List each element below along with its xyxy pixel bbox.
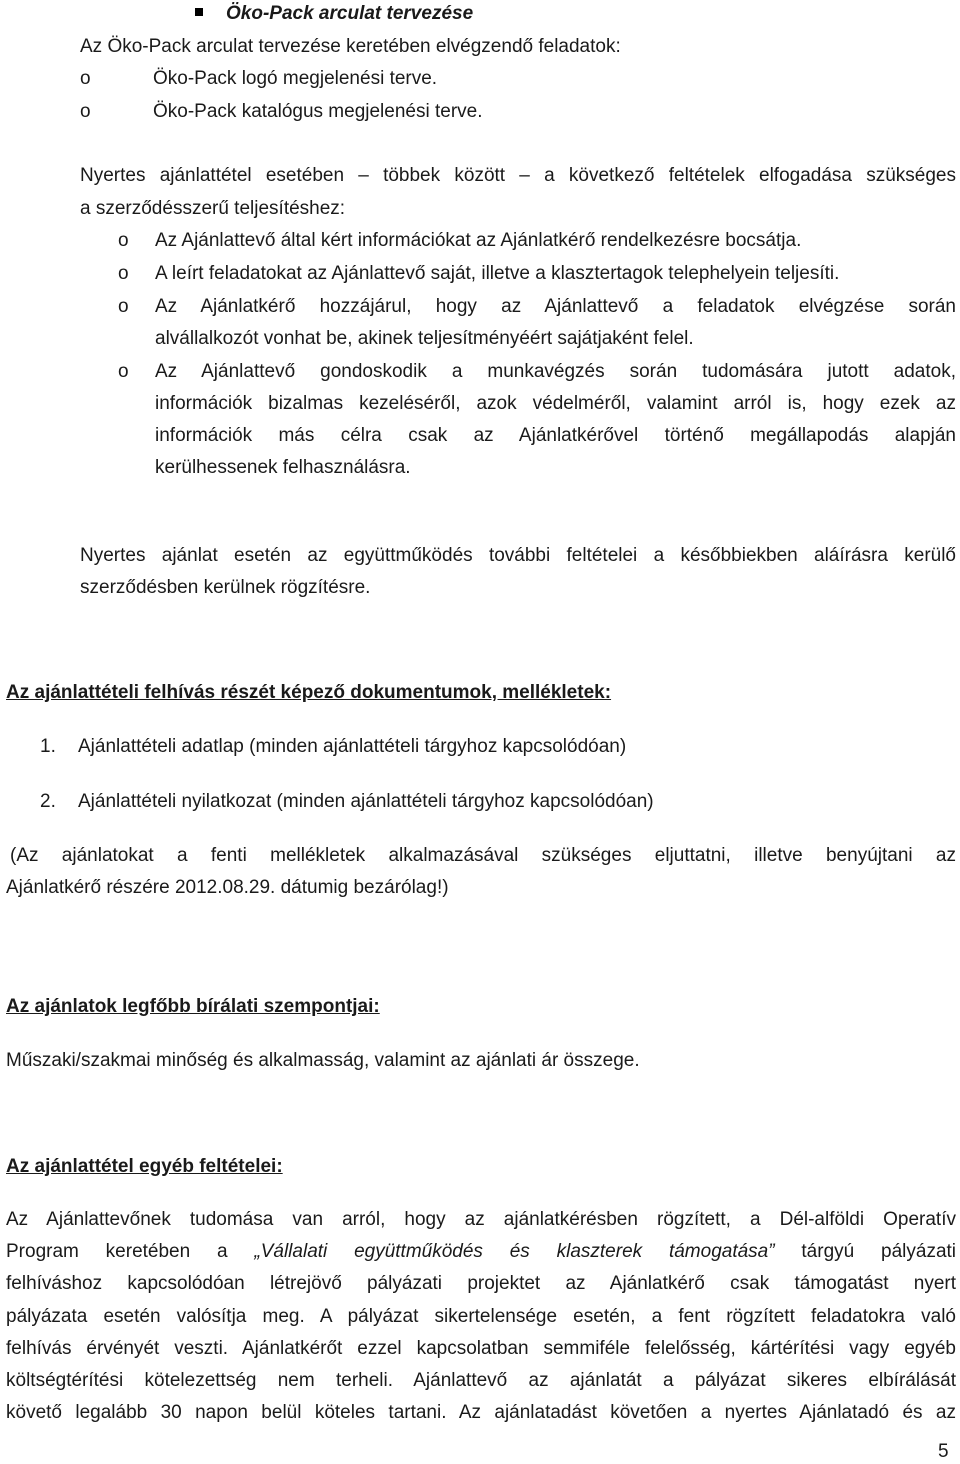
criteria-text: Műszaki/szakmai minőség és alkalmasság, valamint az ajánlati ár összege. xyxy=(6,1050,640,1071)
condition-item-4-line1: Az Ajánlattevő gondoskodik a munkavégzés során tudomására jutott adatok, xyxy=(155,361,956,382)
circle-bullet-icon: o xyxy=(118,263,129,284)
condition-item-3-line1: Az Ajánlatkérő hozzájárul, hogy az Ajánlattevő a feladatok elvégzése során xyxy=(155,296,956,317)
other-heading: Az ajánlattétel egyéb feltételei: xyxy=(6,1156,283,1177)
condition-item-4-line2: információk bizalmas kezeléséről, azok védelméről, valamint arról is, hogy ezek az xyxy=(155,393,956,414)
circle-bullet-icon: o xyxy=(80,68,91,89)
condition-item-4-line3: információk más célra csak az Ajánlatkérővel történő megállapodás alapján xyxy=(155,425,956,446)
other-line5: felhívás érvényét veszti. Ajánlatkérőt ezzel kapcsolatban semmiféle felelősség, kártérítési vagy egyéb xyxy=(6,1338,956,1359)
other-line4: pályázata esetén valósítja meg. A pályázat sikertelensége esetén, a fent rögzített feladatokra való xyxy=(6,1306,956,1327)
list-item: Öko-Pack logó megjelenési terve. xyxy=(153,68,438,89)
condition-item-4-line4: kerülhessenek felhasználásra. xyxy=(155,457,411,478)
section-title: Öko-Pack arculat tervezése xyxy=(226,3,474,24)
other-line6: költségtérítési kötelezettség nem terheli. Ajánlattevő az ajánlatát a pályázat sikeres elbírálását xyxy=(6,1370,956,1391)
further-line2: szerződésben kerülnek rögzítésre. xyxy=(80,577,371,598)
documents-heading: Az ajánlattételi felhívás részét képező dokumentumok, mellékletek: xyxy=(6,682,612,703)
document-item-2: Ajánlattételi nyilatkozat (minden ajánlattételi tárgyhoz kapcsolódóan) xyxy=(78,791,654,812)
list-item: Öko-Pack katalógus megjelenési terve. xyxy=(153,101,483,122)
documents-note-line2: Ajánlatkérő részére 2012.08.29. dátumig bezárólag!) xyxy=(6,877,449,898)
circle-bullet-icon: o xyxy=(118,296,129,317)
condition-item-1: Az Ajánlattevő által kért információkat az Ajánlatkérő rendelkezésre bocsátja. xyxy=(155,230,802,251)
other-line1: Az Ajánlattevőnek tudomása van arról, hogy az ajánlatkérésben rögzített, a Dél-alföldi Operatív xyxy=(6,1209,956,1230)
documents-note-line1: (Az ajánlatokat a fenti mellékletek alkalmazásával szükséges eljuttatni, illetve benyújtani az xyxy=(10,845,956,866)
conditions-intro-line1: Nyertes ajánlattétel esetében – többek között – a következő feltételek elfogadása szükséges xyxy=(80,165,956,186)
page-number: 5 xyxy=(938,1441,949,1462)
circle-bullet-icon: o xyxy=(118,361,129,382)
document-number-1: 1. xyxy=(40,736,56,757)
other-line7: követő legalább 30 napon belül köteles tartani. Az ajánlatadást követően a nyertes Ajánlatadó és az xyxy=(6,1402,956,1423)
further-line1: Nyertes ajánlat esetén az együttműködés további feltételei a későbbiekben aláírásra kerülő xyxy=(80,545,956,566)
document-number-2: 2. xyxy=(40,791,56,812)
square-bullet-icon xyxy=(195,8,203,16)
other-line3: felhíváshoz kapcsolódóan létrejövő pályázati projektet az Ajánlatkérő csak támogatást nyert xyxy=(6,1273,956,1294)
section-intro: Az Öko-Pack arculat tervezése keretében elvégzendő feladatok: xyxy=(80,36,621,57)
other-line2 xyxy=(6,1240,956,1264)
document-item-1: Ajánlattételi adatlap (minden ajánlattételi tárgyhoz kapcsolódóan) xyxy=(78,736,627,757)
other-line2-end: tárgyú pályázati xyxy=(801,1241,957,1262)
other-line2-start: Program keretében a xyxy=(6,1241,228,1262)
conditions-intro-line2: a szerződésszerű teljesítéshez: xyxy=(80,198,346,219)
criteria-heading: Az ajánlatok legfőbb bírálati szempontjai: xyxy=(6,996,380,1017)
condition-item-3-line2: alvállalkozót vonhat be, akinek teljesítményéért sajátjaként felel. xyxy=(155,328,694,349)
circle-bullet-icon: o xyxy=(80,101,91,122)
circle-bullet-icon: o xyxy=(118,230,129,251)
condition-item-2: A leírt feladatokat az Ajánlattevő saját, illetve a klasztertagok telephelyein teljesíti. xyxy=(155,263,840,284)
programme-title: „Vállalati együttműködés és klaszterek támogatása” xyxy=(254,1241,775,1262)
